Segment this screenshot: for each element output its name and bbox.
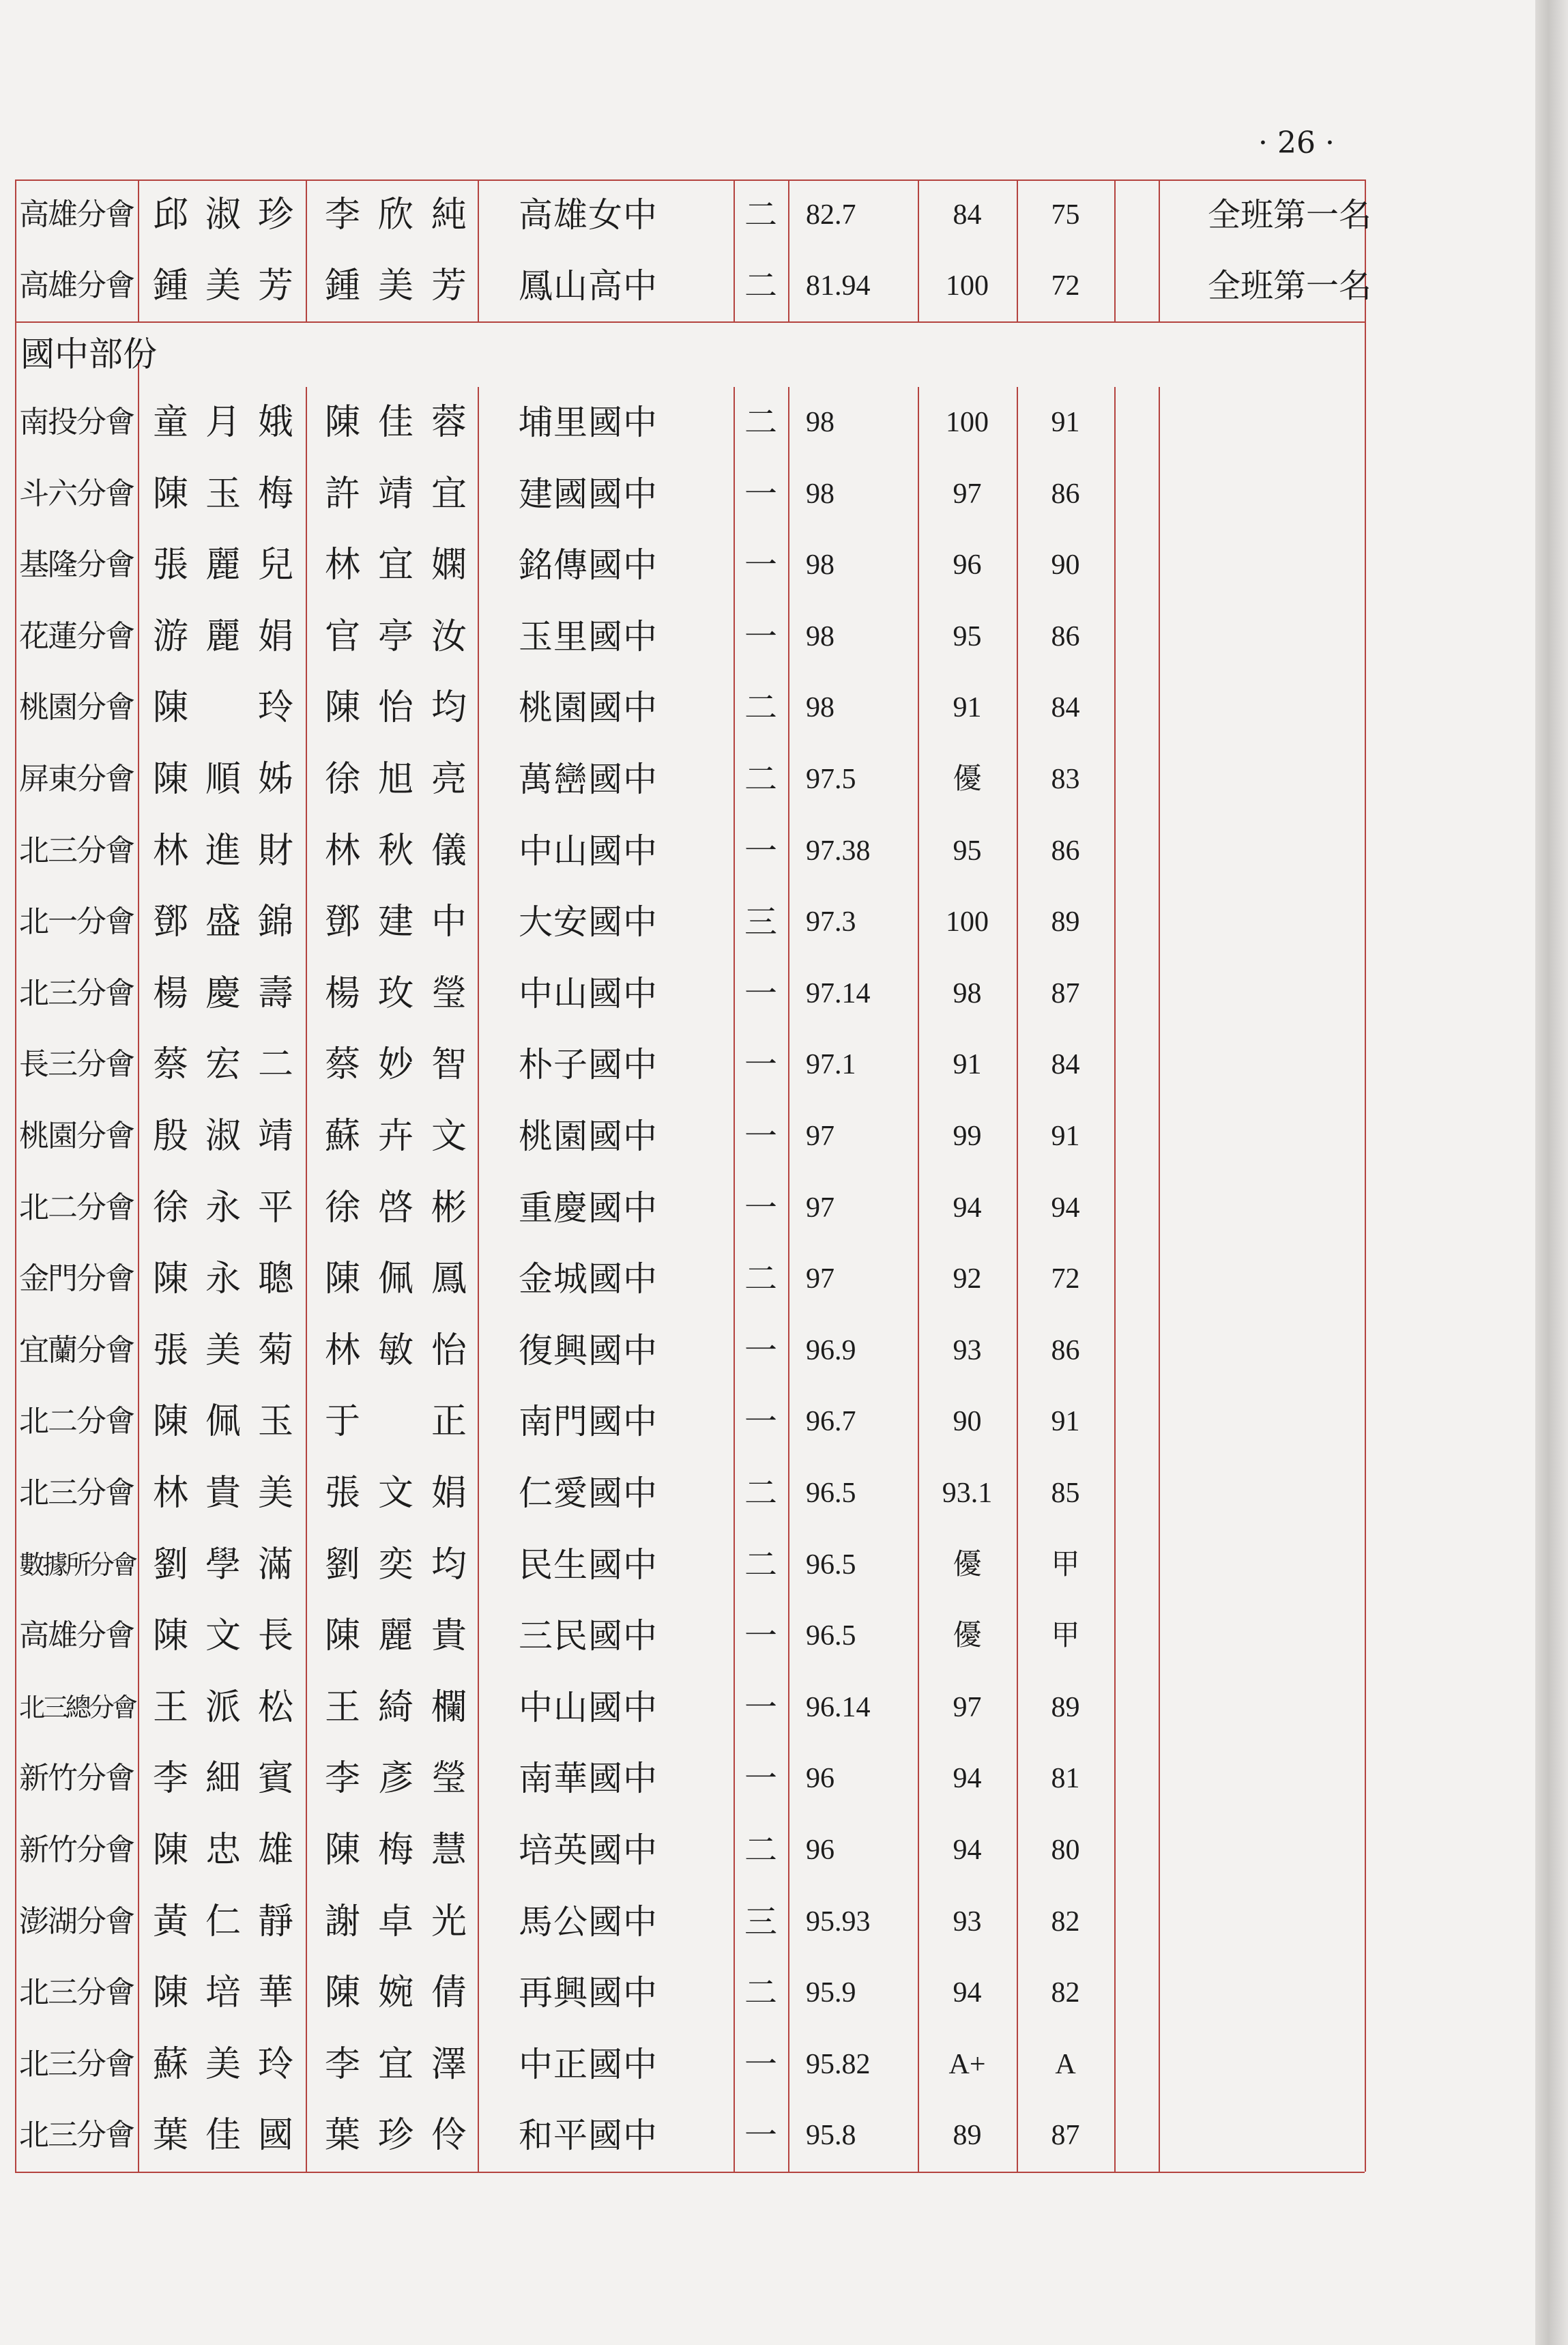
student-name-cell: 鍾 美 芳 bbox=[153, 265, 293, 306]
grade-cell: 一 bbox=[744, 1402, 777, 1441]
school-cell: 桃園國中 bbox=[519, 688, 658, 728]
school-cell: 高雄女中 bbox=[519, 195, 658, 235]
student-name-cell: 陳 玲 bbox=[153, 687, 293, 729]
grade-cell: 二 bbox=[744, 1974, 777, 2013]
branch-cell: 新竹分會 bbox=[19, 1761, 134, 1796]
table-row bbox=[0, 1815, 1433, 1886]
parent-name-cell: 葉 珍 伶 bbox=[325, 2115, 467, 2157]
table-row bbox=[0, 530, 1433, 601]
score-average-cell: 96.9 bbox=[806, 1334, 856, 1366]
table-row bbox=[0, 1101, 1433, 1172]
table-row bbox=[0, 1029, 1433, 1101]
table-row bbox=[0, 387, 1433, 459]
branch-cell: 金門分會 bbox=[19, 1261, 134, 1297]
table-row bbox=[0, 887, 1433, 958]
school-cell: 馬公國中 bbox=[519, 1901, 658, 1942]
score-conduct-cell: 93.1 bbox=[942, 1478, 993, 1509]
branch-cell: 北三分會 bbox=[19, 2046, 134, 2082]
score-physical-cell: 91 bbox=[1051, 407, 1080, 438]
branch-cell: 北三分會 bbox=[19, 975, 134, 1011]
score-physical-cell: 90 bbox=[1051, 549, 1080, 581]
branch-cell: 北二分會 bbox=[19, 1404, 134, 1439]
score-average-cell: 97.5 bbox=[806, 764, 856, 795]
student-name-cell: 劉 學 滿 bbox=[153, 1544, 293, 1585]
grade-cell: 一 bbox=[744, 546, 777, 585]
table-row bbox=[0, 1172, 1433, 1244]
score-conduct-cell: 94 bbox=[953, 1192, 982, 1224]
school-cell: 復興國中 bbox=[519, 1330, 658, 1370]
grade-cell: 二 bbox=[744, 1545, 777, 1584]
score-physical-cell: 86 bbox=[1051, 478, 1080, 510]
book-page-edge bbox=[1535, 0, 1568, 2345]
student-name-cell: 陳 順 姊 bbox=[153, 759, 293, 800]
branch-cell: 桃園分會 bbox=[19, 690, 134, 725]
table-row bbox=[0, 1529, 1433, 1601]
grade-cell: 一 bbox=[744, 2045, 777, 2084]
student-name-cell: 殷 淑 靖 bbox=[153, 1116, 293, 1157]
table-row bbox=[0, 1672, 1433, 1744]
student-name-cell: 陳 永 聰 bbox=[153, 1258, 293, 1300]
table-row bbox=[0, 250, 1433, 321]
branch-cell: 北三總分會 bbox=[19, 1692, 136, 1723]
parent-name-cell: 陳 怡 均 bbox=[325, 687, 467, 729]
school-cell: 朴子國中 bbox=[519, 1045, 658, 1085]
score-average-cell: 97.3 bbox=[806, 906, 856, 938]
branch-cell: 宜蘭分會 bbox=[19, 1332, 134, 1368]
grade-cell: 一 bbox=[744, 474, 777, 513]
student-name-cell: 張 美 菊 bbox=[153, 1329, 293, 1371]
school-cell: 鳳山高中 bbox=[519, 266, 658, 306]
table-row bbox=[0, 1600, 1433, 1672]
score-physical-cell: 85 bbox=[1051, 1478, 1080, 1509]
branch-cell: 斗六分會 bbox=[19, 476, 134, 511]
branch-cell: 北二分會 bbox=[19, 1190, 134, 1225]
score-physical-cell: 81 bbox=[1051, 1763, 1080, 1795]
table-row bbox=[0, 958, 1433, 1030]
remark-cell: 全班第一名 bbox=[1207, 267, 1371, 305]
parent-name-cell: 林 秋 儀 bbox=[325, 830, 467, 872]
table-row bbox=[0, 601, 1433, 673]
score-conduct-cell: 94 bbox=[953, 1977, 982, 2009]
branch-cell: 數據所分會 bbox=[19, 1549, 136, 1580]
student-name-cell: 張 麗 兒 bbox=[153, 545, 293, 586]
grade-cell: 二 bbox=[744, 760, 777, 799]
table-row bbox=[0, 179, 1433, 250]
branch-cell: 花蓮分會 bbox=[19, 618, 134, 654]
score-physical-cell: 72 bbox=[1051, 270, 1080, 302]
school-cell: 和平國中 bbox=[519, 2116, 658, 2156]
score-physical-cell: 87 bbox=[1051, 2120, 1080, 2152]
score-conduct-cell: 90 bbox=[953, 1406, 982, 1438]
grade-cell: 一 bbox=[744, 2116, 777, 2155]
parent-name-cell: 陳 婉 倩 bbox=[325, 1972, 467, 2014]
parent-name-cell: 林 敏 怡 bbox=[325, 1329, 467, 1371]
score-physical-cell: 91 bbox=[1051, 1406, 1080, 1438]
table-row bbox=[0, 744, 1433, 816]
student-name-cell: 林 貴 美 bbox=[153, 1473, 293, 1514]
parent-name-cell: 王 綺 欄 bbox=[325, 1686, 467, 1728]
score-conduct-cell: 96 bbox=[953, 549, 982, 581]
score-physical-cell: 82 bbox=[1051, 1905, 1080, 1938]
table-row bbox=[0, 1386, 1433, 1458]
parent-name-cell: 陳 梅 慧 bbox=[325, 1830, 467, 1871]
parent-name-cell: 張 文 娟 bbox=[325, 1473, 467, 1514]
school-cell: 再興國中 bbox=[519, 1973, 658, 2013]
school-cell: 培英國中 bbox=[519, 1830, 658, 1870]
student-name-cell: 林 進 財 bbox=[153, 830, 293, 872]
student-name-cell: 李 細 賓 bbox=[153, 1758, 293, 1800]
score-conduct-cell: 92 bbox=[953, 1263, 982, 1295]
school-cell: 大安國中 bbox=[519, 902, 658, 943]
score-average-cell: 97.38 bbox=[806, 835, 871, 867]
score-average-cell: 97 bbox=[806, 1121, 834, 1152]
score-conduct-cell: 91 bbox=[953, 1049, 982, 1081]
school-cell: 中山國中 bbox=[519, 973, 658, 1013]
student-name-cell: 陳 佩 玉 bbox=[153, 1401, 293, 1443]
score-average-cell: 95.82 bbox=[806, 2048, 871, 2080]
score-conduct-cell: 98 bbox=[953, 977, 982, 1009]
score-conduct-cell: 93 bbox=[953, 1905, 982, 1938]
grade-cell: 一 bbox=[744, 617, 777, 656]
score-average-cell: 98 bbox=[806, 478, 834, 510]
branch-cell: 高雄分會 bbox=[19, 197, 134, 232]
score-physical-cell: 82 bbox=[1051, 1977, 1080, 2009]
branch-cell: 桃園分會 bbox=[19, 1119, 134, 1153]
score-physical-cell: 89 bbox=[1051, 1691, 1080, 1723]
parent-name-cell: 林 宜 嫻 bbox=[325, 545, 467, 586]
page-number: · 26 · bbox=[1258, 126, 1335, 160]
score-conduct-cell: 94 bbox=[953, 1835, 982, 1866]
score-physical-cell: A bbox=[1055, 2048, 1076, 2080]
school-cell: 金城國中 bbox=[519, 1259, 658, 1299]
grade-cell: 二 bbox=[744, 1260, 777, 1299]
grade-cell: 二 bbox=[744, 267, 777, 305]
student-name-cell: 蘇 美 玲 bbox=[153, 2043, 293, 2085]
score-physical-cell: 87 bbox=[1051, 977, 1080, 1009]
parent-name-cell: 官 亭 汝 bbox=[325, 616, 467, 657]
score-conduct-cell: 100 bbox=[946, 906, 989, 938]
table-row bbox=[0, 1886, 1433, 1958]
score-average-cell: 97 bbox=[806, 1192, 834, 1224]
score-conduct-cell: A+ bbox=[948, 2048, 986, 2080]
school-cell: 三民國中 bbox=[519, 1616, 658, 1656]
table-row bbox=[0, 2029, 1433, 2101]
table-row bbox=[0, 1458, 1433, 1529]
score-physical-cell: 75 bbox=[1051, 199, 1080, 231]
score-physical-cell: 甲 bbox=[1051, 1549, 1080, 1581]
score-physical-cell: 84 bbox=[1051, 1049, 1080, 1081]
score-conduct-cell: 99 bbox=[953, 1121, 982, 1152]
table-row bbox=[0, 1957, 1433, 2029]
school-cell: 民生國中 bbox=[519, 1544, 658, 1585]
grade-cell: 二 bbox=[744, 403, 777, 442]
score-conduct-cell: 95 bbox=[953, 620, 982, 652]
score-conduct-cell: 優 bbox=[953, 1620, 982, 1652]
score-physical-cell: 甲 bbox=[1051, 1620, 1080, 1652]
score-average-cell: 97.1 bbox=[806, 1049, 856, 1081]
table-row bbox=[0, 672, 1433, 744]
student-name-cell: 黃 仁 靜 bbox=[153, 1901, 293, 1942]
score-physical-cell: 83 bbox=[1051, 764, 1080, 795]
branch-cell: 南投分會 bbox=[19, 405, 134, 440]
student-name-cell: 陳 培 華 bbox=[153, 1972, 293, 2014]
branch-cell: 北三分會 bbox=[19, 1975, 134, 2011]
branch-cell: 高雄分會 bbox=[19, 268, 134, 303]
parent-name-cell: 蘇 卉 文 bbox=[325, 1116, 467, 1157]
score-conduct-cell: 100 bbox=[946, 407, 989, 438]
branch-cell: 澎湖分會 bbox=[19, 1903, 134, 1939]
score-conduct-cell: 94 bbox=[953, 1763, 982, 1795]
table-row bbox=[0, 1315, 1433, 1387]
section-header: 國中部份 bbox=[20, 334, 157, 374]
table-row bbox=[0, 1743, 1433, 1815]
student-name-cell: 游 麗 娟 bbox=[153, 616, 293, 657]
table-rule-horizontal bbox=[15, 2172, 1365, 2173]
branch-cell: 北三分會 bbox=[19, 833, 134, 868]
student-name-cell: 陳 文 長 bbox=[153, 1615, 293, 1657]
parent-name-cell: 鍾 美 芳 bbox=[325, 265, 467, 306]
score-conduct-cell: 84 bbox=[953, 199, 982, 231]
branch-cell: 長三分會 bbox=[19, 1047, 134, 1082]
branch-cell: 北一分會 bbox=[19, 904, 134, 940]
grade-cell: 二 bbox=[744, 1474, 777, 1512]
grade-cell: 一 bbox=[744, 1688, 777, 1727]
school-cell: 南門國中 bbox=[519, 1402, 658, 1442]
score-conduct-cell: 93 bbox=[953, 1334, 982, 1366]
score-average-cell: 98 bbox=[806, 692, 834, 724]
school-cell: 埔里國中 bbox=[519, 403, 658, 442]
score-physical-cell: 84 bbox=[1051, 692, 1080, 724]
parent-name-cell: 陳 麗 貴 bbox=[325, 1615, 467, 1657]
score-conduct-cell: 95 bbox=[953, 835, 982, 867]
score-conduct-cell: 91 bbox=[953, 692, 982, 724]
student-name-cell: 鄧 盛 錦 bbox=[153, 902, 293, 943]
score-average-cell: 81.94 bbox=[806, 270, 871, 302]
school-cell: 萬巒國中 bbox=[519, 760, 658, 799]
parent-name-cell: 謝 卓 光 bbox=[325, 1901, 467, 1942]
score-conduct-cell: 89 bbox=[953, 2120, 982, 2152]
branch-cell: 基隆分會 bbox=[19, 547, 134, 583]
score-physical-cell: 86 bbox=[1051, 835, 1080, 867]
parent-name-cell: 李 彥 瑩 bbox=[325, 1758, 467, 1800]
student-name-cell: 徐 永 平 bbox=[153, 1187, 293, 1228]
grade-cell: 二 bbox=[744, 689, 777, 728]
parent-name-cell: 蔡 妙 智 bbox=[325, 1044, 467, 1086]
parent-name-cell: 徐 旭 亮 bbox=[325, 759, 467, 800]
parent-name-cell: 于 正 bbox=[325, 1401, 467, 1443]
score-physical-cell: 86 bbox=[1051, 620, 1080, 652]
remark-cell: 全班第一名 bbox=[1207, 196, 1371, 234]
score-average-cell: 98 bbox=[806, 549, 834, 581]
score-average-cell: 96 bbox=[806, 1763, 834, 1795]
grade-cell: 一 bbox=[744, 1617, 777, 1656]
score-physical-cell: 91 bbox=[1051, 1121, 1080, 1152]
grade-cell: 二 bbox=[744, 196, 777, 234]
table-row bbox=[0, 459, 1433, 530]
school-cell: 建國國中 bbox=[519, 474, 658, 514]
parent-name-cell: 陳 佩 鳳 bbox=[325, 1258, 467, 1300]
grade-cell: 一 bbox=[744, 831, 777, 870]
parent-name-cell: 楊 玫 瑩 bbox=[325, 973, 467, 1014]
student-name-cell: 葉 佳 國 bbox=[153, 2115, 293, 2157]
parent-name-cell: 陳 佳 蓉 bbox=[325, 402, 467, 443]
student-name-cell: 蔡 宏 二 bbox=[153, 1044, 293, 1086]
grade-cell: 一 bbox=[744, 1188, 777, 1227]
school-cell: 桃園國中 bbox=[519, 1117, 658, 1156]
score-conduct-cell: 優 bbox=[953, 764, 982, 795]
branch-cell: 屏東分會 bbox=[19, 762, 134, 796]
branch-cell: 高雄分會 bbox=[19, 1618, 134, 1654]
student-name-cell: 陳 忠 雄 bbox=[153, 1830, 293, 1871]
score-physical-cell: 80 bbox=[1051, 1835, 1080, 1866]
parent-name-cell: 鄧 建 中 bbox=[325, 902, 467, 943]
parent-name-cell: 劉 奕 均 bbox=[325, 1544, 467, 1585]
parent-name-cell: 許 靖 宜 bbox=[325, 473, 467, 515]
grade-cell: 一 bbox=[744, 1046, 777, 1084]
score-average-cell: 96.7 bbox=[806, 1406, 856, 1438]
student-name-cell: 王 派 松 bbox=[153, 1686, 293, 1728]
grade-cell: 三 bbox=[744, 903, 777, 942]
score-physical-cell: 89 bbox=[1051, 906, 1080, 938]
branch-cell: 新竹分會 bbox=[19, 1832, 134, 1867]
school-cell: 仁愛國中 bbox=[519, 1473, 658, 1513]
student-name-cell: 陳 玉 梅 bbox=[153, 473, 293, 515]
score-average-cell: 95.93 bbox=[806, 1905, 871, 1938]
score-physical-cell: 72 bbox=[1051, 1263, 1080, 1295]
table-row bbox=[0, 1243, 1433, 1315]
score-average-cell: 96.5 bbox=[806, 1478, 856, 1509]
score-average-cell: 96.14 bbox=[806, 1691, 871, 1723]
grade-cell: 一 bbox=[744, 1331, 777, 1370]
score-average-cell: 95.8 bbox=[806, 2120, 856, 2152]
school-cell: 南華國中 bbox=[519, 1759, 658, 1799]
score-conduct-cell: 100 bbox=[946, 270, 989, 302]
score-average-cell: 97.14 bbox=[806, 977, 871, 1009]
score-average-cell: 98 bbox=[806, 407, 834, 438]
score-physical-cell: 86 bbox=[1051, 1334, 1080, 1366]
score-average-cell: 95.9 bbox=[806, 1977, 856, 2009]
student-name-cell: 邱 淑 珍 bbox=[153, 195, 293, 235]
parent-name-cell: 李 欣 純 bbox=[325, 195, 467, 235]
score-physical-cell: 94 bbox=[1051, 1192, 1080, 1224]
grade-cell: 一 bbox=[744, 1759, 777, 1798]
score-average-cell: 97 bbox=[806, 1263, 834, 1295]
score-average-cell: 82.7 bbox=[806, 199, 856, 231]
grade-cell: 一 bbox=[744, 1117, 777, 1155]
parent-name-cell: 徐 啓 彬 bbox=[325, 1187, 467, 1228]
grade-cell: 二 bbox=[744, 1831, 777, 1869]
school-cell: 銘傳國中 bbox=[519, 545, 658, 586]
grade-cell: 三 bbox=[744, 1902, 777, 1941]
score-average-cell: 96.5 bbox=[806, 1549, 856, 1581]
score-average-cell: 98 bbox=[806, 620, 834, 652]
table-row bbox=[0, 816, 1433, 887]
branch-cell: 北三分會 bbox=[19, 1476, 134, 1510]
school-cell: 中山國中 bbox=[519, 1687, 658, 1727]
score-average-cell: 96 bbox=[806, 1835, 834, 1866]
school-cell: 中正國中 bbox=[519, 2044, 658, 2084]
school-cell: 中山國中 bbox=[519, 831, 658, 871]
parent-name-cell: 李 宜 澤 bbox=[325, 2043, 467, 2085]
grade-cell: 一 bbox=[744, 974, 777, 1013]
score-conduct-cell: 97 bbox=[953, 1691, 982, 1723]
branch-cell: 北三分會 bbox=[19, 2118, 134, 2153]
table-row bbox=[0, 2100, 1433, 2172]
score-conduct-cell: 優 bbox=[953, 1549, 982, 1581]
school-cell: 重慶國中 bbox=[519, 1188, 658, 1228]
score-conduct-cell: 97 bbox=[953, 478, 982, 510]
student-name-cell: 楊 慶 壽 bbox=[153, 973, 293, 1014]
student-name-cell: 童 月 娥 bbox=[153, 402, 293, 443]
school-cell: 玉里國中 bbox=[519, 616, 658, 657]
score-average-cell: 96.5 bbox=[806, 1620, 856, 1652]
